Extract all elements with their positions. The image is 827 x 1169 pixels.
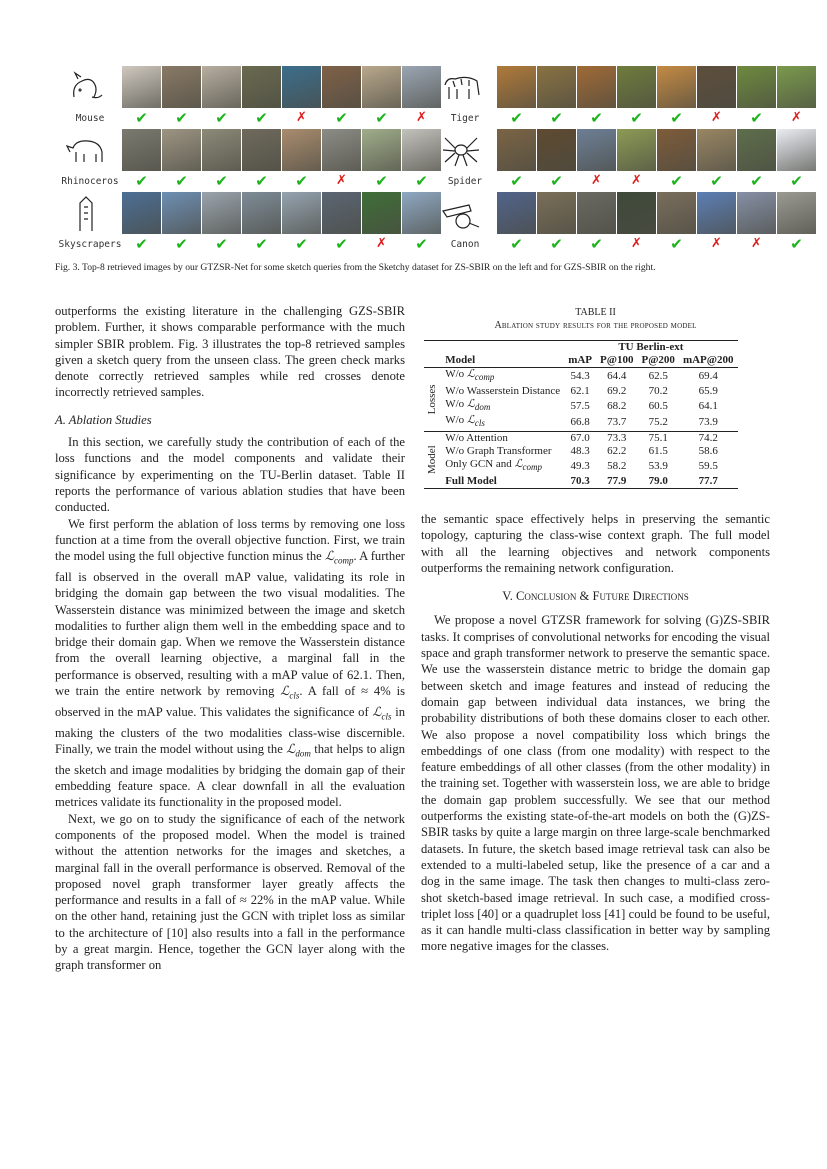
row-label: W/o ℒ$_{dom}$ (445, 398, 491, 413)
retrieved-image (282, 66, 321, 108)
column-header: mAP (568, 354, 593, 367)
check-icon: ✔ (135, 235, 148, 253)
column-header: P@200 (641, 354, 675, 367)
retrieved-image (577, 129, 616, 171)
table-cell: 64.4 (607, 370, 627, 382)
retrieved-image (737, 129, 776, 171)
retrieved-image (242, 129, 281, 171)
loss-symbol: ℒ$_{dom}$ (466, 398, 491, 413)
check-icon: ✔ (215, 235, 228, 253)
loss-symbol-comp: ℒ$_{comp}$ (324, 549, 354, 566)
check-icon: ✔ (670, 172, 683, 190)
check-icon: ✔ (510, 172, 523, 190)
script-l: ℒ (280, 684, 290, 699)
retrieved-images (497, 66, 816, 108)
check-icon: ✔ (175, 235, 188, 253)
check-icon: ✔ (295, 172, 308, 190)
retrieved-image (537, 66, 576, 108)
table-row (424, 445, 738, 458)
table-cell: 53.9 (648, 459, 668, 472)
retrieved-image (122, 66, 161, 108)
sketch-query (430, 129, 492, 171)
script-l: ℒ (372, 704, 382, 719)
table-cell: 65.9 (698, 384, 718, 397)
retrieved-image (202, 129, 241, 171)
cannon-sketch-icon (439, 193, 483, 233)
paragraph (55, 516, 405, 811)
query-label: Tiger (450, 113, 480, 124)
query-row (55, 129, 428, 191)
cross-icon: ✗ (296, 110, 307, 125)
table-cell: 75.1 (648, 431, 668, 444)
check-icon: ✔ (590, 235, 603, 253)
retrieved-image (122, 192, 161, 234)
check-icon: ✔ (630, 109, 643, 127)
retrieved-image (537, 192, 576, 234)
sketch-query (55, 129, 117, 171)
row-label: W/o Attention (445, 431, 508, 444)
retrieved-images (497, 192, 816, 234)
table-cell: 64.1 (698, 399, 718, 412)
check-icon: ✔ (415, 172, 428, 190)
check-icon: ✔ (375, 172, 388, 190)
table-caption: Ablation study results for the proposed model (494, 320, 697, 331)
table-cell: 79.0 (648, 474, 668, 487)
query-row (430, 192, 803, 254)
result-marks (497, 172, 816, 190)
column-header: P@100 (600, 354, 634, 367)
retrieved-image (537, 129, 576, 171)
retrieved-image (577, 192, 616, 234)
cross-icon: ✗ (711, 110, 722, 125)
cross-icon: ✗ (631, 173, 642, 188)
check-icon: ✔ (790, 235, 803, 253)
spider-sketch-icon (439, 130, 483, 170)
query-row (430, 129, 803, 191)
retrieved-image (697, 129, 736, 171)
cross-icon: ✗ (416, 110, 427, 125)
check-icon: ✔ (375, 109, 388, 127)
check-icon: ✔ (670, 235, 683, 253)
sketch-query (55, 66, 117, 108)
cross-icon: ✗ (591, 173, 602, 188)
tiger-sketch-icon (439, 67, 483, 107)
retrieved-image (697, 192, 736, 234)
dataset-header: TU Berlin-ext (618, 341, 684, 353)
table-cell: 49.3 (570, 459, 590, 472)
check-icon: ✔ (670, 109, 683, 127)
table-cell: 77.7 (698, 474, 718, 487)
check-icon: ✔ (415, 235, 428, 253)
cross-icon: ✗ (751, 236, 762, 251)
table-row (424, 398, 738, 414)
retrieved-image (322, 129, 361, 171)
table-cell: 70.2 (648, 384, 668, 397)
retrieved-images (497, 129, 816, 171)
ablation-table (424, 340, 738, 489)
result-marks (122, 172, 441, 190)
table-cell: 61.5 (648, 444, 668, 457)
check-icon: ✔ (335, 235, 348, 253)
table-cell: 60.5 (648, 399, 668, 412)
text-run: in making the clusters of the two modalities class-wise discernible. Finally, we train the model without using the (55, 704, 405, 756)
table-number: TABLE II (575, 307, 616, 318)
retrieved-image (322, 66, 361, 108)
table-spacer (441, 341, 564, 355)
table-cell: 70.3 (570, 474, 590, 487)
paragraph: In this section, we carefully study the contribution of each of the loss functions and the model components and validate their significance by experimenting on the TU-Berlin dataset. Table II reports the performance of various ablation studies that have been conducted. (55, 435, 405, 515)
figure-gzs-sbir (430, 66, 803, 256)
retrieved-image (362, 66, 401, 108)
retrieved-image (362, 129, 401, 171)
sketch-query (55, 192, 117, 234)
table-cell: 74.2 (698, 431, 718, 444)
paragraph: Next, we go on to study the significance of each of the network components of the proposed model. When the model is trained without the attention networks for the images and sketches, a marginal fall in the overall performance is observed. Removal of the proposed novel graph transformer layer greatly affects the performance and results in a fall of ≈ 22% in the mAP value. While on the other hand, retaining just the GCN with triplet loss as similar to the architecture of [10] also results into a fall in the performance by a great margin. Hence, together the GCN layer along with the graph transformer on (55, 811, 405, 973)
loss-symbol-cls: ℒ$_{cls}$ (280, 684, 300, 701)
check-icon: ✔ (510, 235, 523, 253)
row-label: Only GCN and ℒ$_{comp}$ (445, 458, 542, 473)
retrieved-image (122, 129, 161, 171)
retrieved-image (657, 129, 696, 171)
query-label: Rhinoceros (61, 176, 119, 187)
table-row (424, 458, 738, 474)
retrieved-image (777, 66, 816, 108)
table-row (424, 431, 738, 445)
check-icon: ✔ (175, 172, 188, 190)
table-cell: 77.9 (607, 474, 627, 487)
loss-symbol: ℒ$_{comp}$ (466, 368, 495, 383)
check-icon: ✔ (750, 109, 763, 127)
retrieved-image (737, 66, 776, 108)
check-icon: ✔ (550, 109, 563, 127)
check-icon: ✔ (550, 235, 563, 253)
check-icon: ✔ (295, 235, 308, 253)
retrieved-image (697, 66, 736, 108)
sketch-query (430, 66, 492, 108)
text-run: . A further fall is observed in the overall mAP value, validating its role in bridging the domain gap between the two visual modalities. The Wasserstein distance was minimized between the image and sketch modalities to further align them well in the embedding space and to bridge their domain gap. When we remove the Wasserstein distance from the overall learning objective, a marginal fall in the performance is observed, resulting with a mAP value of 62.1. Then, we train the entire network by removing (55, 549, 405, 699)
row-group-label: Model (426, 445, 438, 475)
check-icon: ✔ (790, 172, 803, 190)
retrieved-image (777, 192, 816, 234)
retrieved-image (362, 192, 401, 234)
cross-icon: ✗ (631, 236, 642, 251)
table-cell: 62.2 (607, 444, 627, 457)
section-title: V. Conclusion & Future Directions (502, 589, 689, 604)
query-row (430, 66, 802, 128)
retrieved-images (122, 129, 441, 171)
row-label: W/o ℒ$_{comp}$ (445, 368, 495, 383)
retrieved-image (202, 66, 241, 108)
check-icon: ✔ (590, 109, 603, 127)
column-header: Model (445, 354, 476, 367)
table-spacer (424, 354, 441, 368)
table-row (424, 368, 738, 385)
query-label: Canon (450, 239, 480, 250)
retrieved-image (282, 192, 321, 234)
check-icon: ✔ (135, 109, 148, 127)
figure-zs-sbir (55, 66, 428, 256)
check-icon: ✔ (710, 172, 723, 190)
retrieved-image (202, 192, 241, 234)
table-row (424, 414, 738, 431)
table-cell: 75.2 (648, 415, 668, 428)
table-cell: 73.7 (607, 415, 627, 428)
row-group-label: Losses (426, 384, 438, 415)
retrieved-image (737, 192, 776, 234)
query-label: Spider (447, 176, 483, 187)
table-cell: 73.3 (607, 431, 627, 444)
right-column (421, 511, 770, 955)
rhinoceros-sketch-icon (64, 130, 108, 170)
check-icon: ✔ (750, 172, 763, 190)
retrieved-image (657, 192, 696, 234)
check-icon: ✔ (215, 109, 228, 127)
row-label: Full Model (445, 474, 497, 487)
column-header: mAP@200 (682, 354, 734, 367)
retrieved-image (162, 129, 201, 171)
table-cell: 54.3 (570, 370, 590, 382)
retrieved-image (617, 66, 656, 108)
retrieved-image (162, 66, 201, 108)
script-l: ℒ (324, 549, 335, 564)
skyscraper-sketch-icon (64, 193, 108, 233)
query-label: Skyscrapers (58, 239, 122, 250)
paragraph: We propose a novel GTZSR framework for solving (G)ZS-SBIR tasks. It comprises of convolutional networks for encoding the visual space and graph transformer network to preserve the semantic space. We use the wasserstein distance metric to bridge the domain gap between sketch and image features and instead of reducing the domain gap between individual data instances, we bring the probability distributions of both these domains closer to each other. We also propose a novel compatibility loss which brings the embeddings of one class (from one modality) with respect to the feature embeddings of all other classes (from the other modality) in the training set. Together with wasserstein loss, we are able to bridge the domain gap problem successfully. We see that our method outperforms the existing state-of-the-art models on both the (G)ZS-SBIR tasks by quite a large margin on three large-scale benchmarked datasets. In future, the sketch based image retrieval task can also be extended to a multi-labeled setup, like the presence of a car and a dog in the same image. The task then changes to multi-class zero-shot sketch-based image retrieval. In such case, a modified cross-triplet loss [40] or a quadruplet loss [41] could be found to be useful, as it can handle multi-class classification in better way by sampling more negative images for the classes. (421, 613, 770, 954)
table-cell: 66.8 (570, 415, 590, 428)
table-row-full-model (424, 475, 738, 489)
script-l: ℒ (286, 741, 296, 756)
table-row (424, 385, 738, 398)
check-icon: ✔ (550, 172, 563, 190)
retrieved-image (497, 66, 536, 108)
check-icon: ✔ (135, 172, 148, 190)
figure-caption: Fig. 3. Top-8 retrieved images by our GTZSR-Net for some sketch queries from the Sketchy dataset for ZS-SBIR on the left and for GZS-SBIR on the right. (55, 262, 656, 273)
cross-icon: ✗ (711, 236, 722, 251)
row-label: W/o Graph Transformer (445, 444, 552, 457)
figure-3 (55, 66, 803, 256)
table-spacer (424, 341, 441, 355)
table-cell: 69.4 (698, 370, 718, 382)
table-cell: 68.2 (607, 399, 627, 412)
retrieved-image (657, 66, 696, 108)
check-icon: ✔ (255, 235, 268, 253)
query-row (55, 66, 427, 128)
left-column (55, 303, 405, 974)
retrieved-image (497, 129, 536, 171)
cross-icon: ✗ (791, 110, 802, 125)
retrieved-images (122, 192, 441, 234)
retrieved-image (162, 192, 201, 234)
table-cell: 62.1 (570, 384, 590, 397)
table-cell: 57.5 (570, 399, 590, 412)
table-cell: 67.0 (570, 431, 590, 444)
check-icon: ✔ (215, 172, 228, 190)
result-marks (497, 235, 816, 253)
retrieved-image (777, 129, 816, 171)
paragraph: the semantic space effectively helps in preserving the semantic topology, capturing the class-wise context graph. The full model with all the learning objectives and network components outperforms the remaining network configuration. (421, 512, 770, 575)
text-run: We first perform the ablation of loss terms by removing one loss function at a time from the overall objective function. First, we train the model using the full objective function minus the (55, 516, 405, 564)
loss-symbol-dom: ℒ$_{dom}$ (286, 741, 311, 759)
table-cell: 73.9 (698, 415, 718, 428)
table-cell: 58.6 (698, 444, 718, 457)
row-label: W/o Wasserstein Distance (445, 384, 561, 397)
row-label: W/o ℒ$_{cls}$ (445, 414, 485, 429)
loss-symbol: ℒ$_{comp}$ (514, 458, 542, 473)
retrieved-image (322, 192, 361, 234)
loss-symbol: ℒ$_{cls}$ (466, 414, 485, 429)
check-icon: ✔ (255, 109, 268, 127)
retrieved-image (497, 192, 536, 234)
table-cell: 62.5 (648, 370, 668, 382)
mouse-sketch-icon (64, 67, 108, 107)
check-icon: ✔ (510, 109, 523, 127)
retrieved-image (617, 129, 656, 171)
retrieved-image (282, 129, 321, 171)
retrieved-image (242, 192, 281, 234)
result-marks (497, 109, 816, 127)
cross-icon: ✗ (376, 236, 387, 251)
table-cell: 48.3 (570, 444, 590, 457)
retrieved-image (577, 66, 616, 108)
retrieved-image (617, 192, 656, 234)
table-cell: 59.5 (698, 459, 718, 472)
text-run: . A fall of ≈ 4% is observed in the mAP value. This validates the significance of (55, 684, 406, 719)
result-marks (122, 109, 441, 127)
query-row (55, 192, 428, 254)
check-icon: ✔ (335, 109, 348, 127)
table-title (421, 306, 770, 332)
retrieved-images (122, 66, 441, 108)
check-icon: ✔ (255, 172, 268, 190)
table-cell: 69.2 (607, 384, 627, 397)
query-label: Mouse (75, 113, 105, 124)
paragraph: outperforms the existing literature in the challenging GZS-SBIR problem. Further, it shows comparable performance with the much simpler SBIR problem. Fig. 3 illustrates the top-8 retrieved samples given a sketch query from the unseen class. The green check marks denote correctly retrieved samples while red crosses denote incorrectly retrieved samples. (55, 304, 405, 400)
text-run: that helps to align the sketch and image modalities by bridging the domain gap of their embedding feature space. A clear downfall in all the evaluation metrices validate its functionality in the proposed model. (55, 741, 405, 810)
subsection-title: A. Ablation Studies (55, 412, 152, 427)
cross-icon: ✗ (336, 173, 347, 188)
sketch-query (430, 192, 492, 234)
check-icon: ✔ (175, 109, 188, 127)
table-cell: 58.2 (607, 459, 627, 472)
loss-symbol-cls: ℒ$_{cls}$ (372, 704, 392, 722)
result-marks (122, 235, 441, 253)
retrieved-image (242, 66, 281, 108)
